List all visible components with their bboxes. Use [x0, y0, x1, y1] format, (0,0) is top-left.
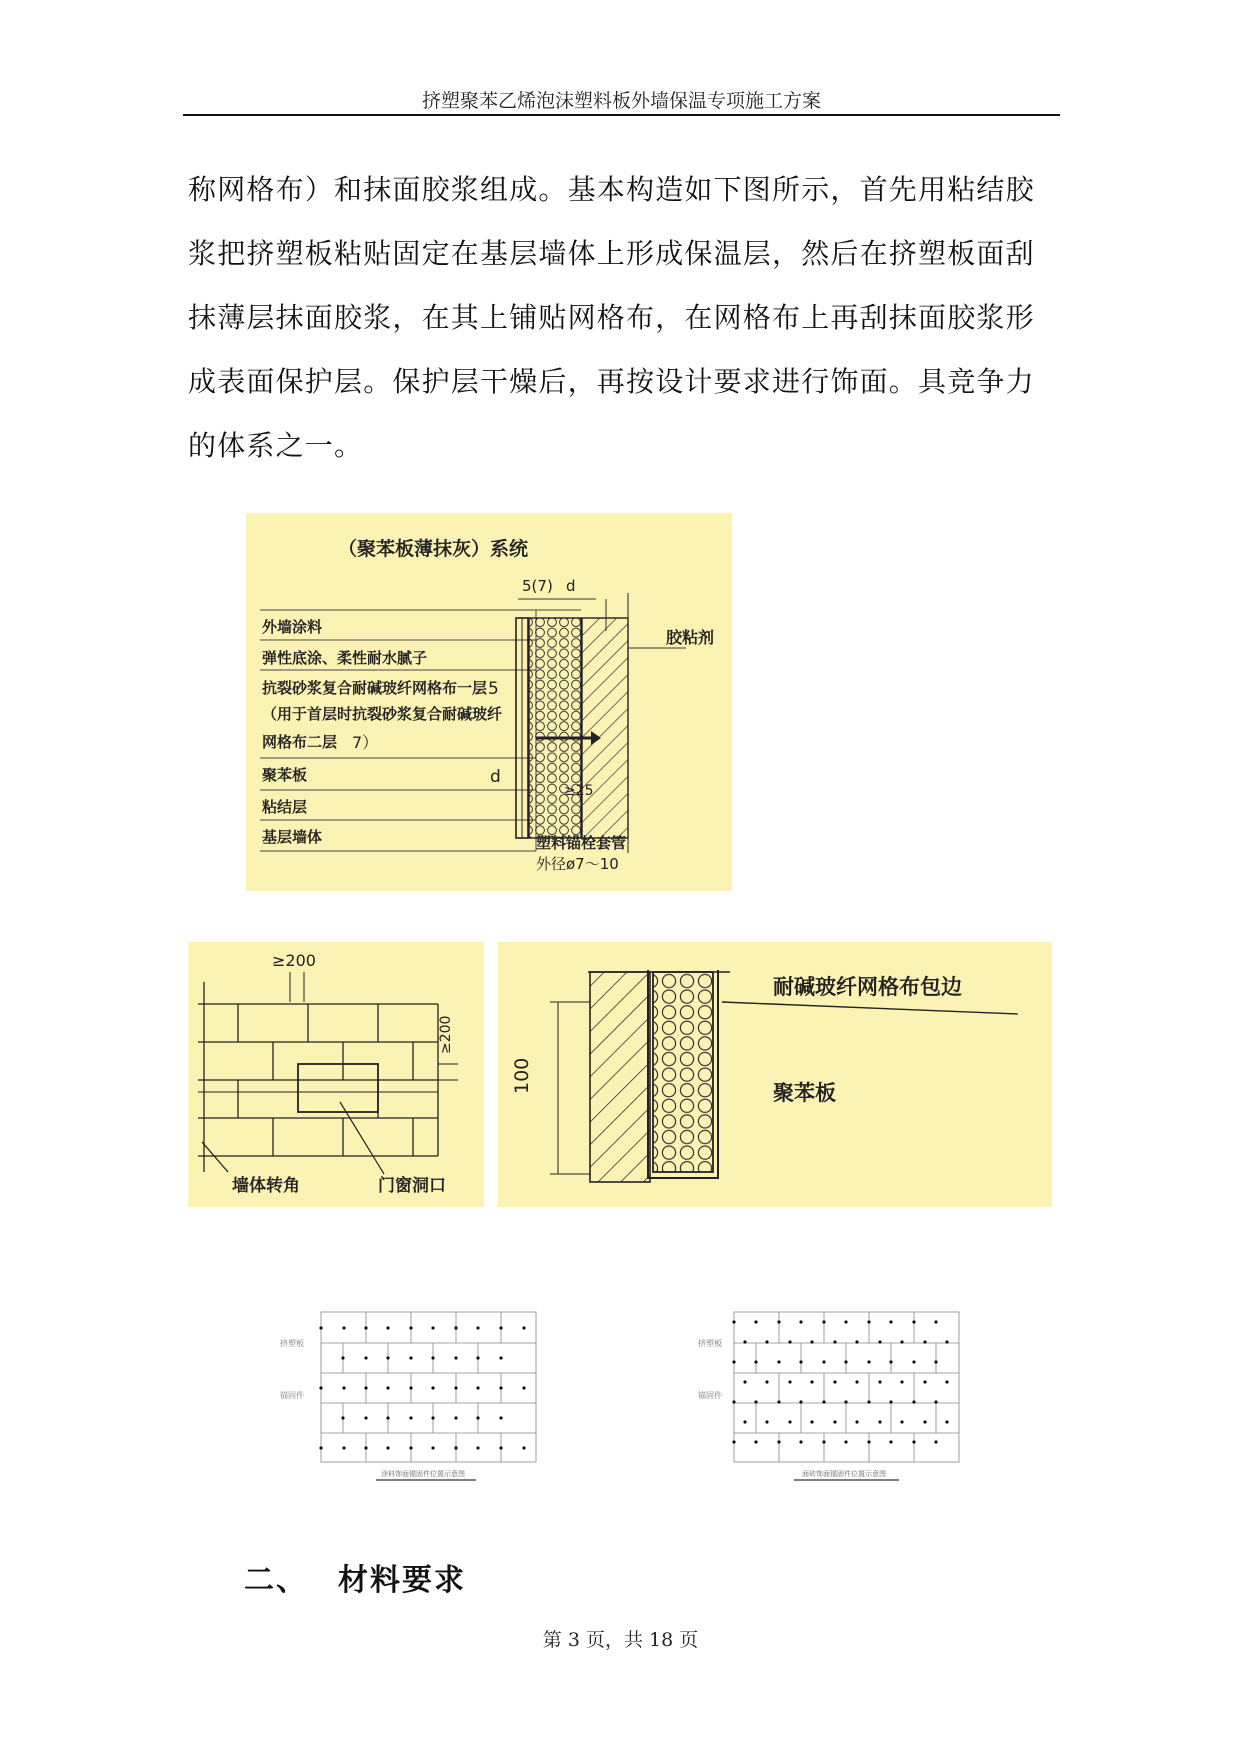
right-side-label-2: 锚固件 [698, 1391, 722, 1400]
right-caption: 面砖饰面锚固件位置示意图 [802, 1470, 886, 1478]
figure-anchor-layout-paint [276, 1300, 546, 1485]
section-title-text: 材料要求 [338, 1563, 466, 1598]
mesh-wrap-label: 耐碱玻纤网格布包边 [773, 975, 962, 999]
body-paragraph: 称网格布）和抹面胶浆组成。基本构造如下图所示，首先用粘结胶浆把挤塑板粘贴固定在基层墙体上形成保温层，然后在挤塑板面刮抹薄层抹面胶浆，在其上铺贴网格布，在网格布上再刮抹面胶浆形成表面保护层。保护层干燥后，再按设计要求进行饰面。具竞争力的体系之一。 [188, 173, 1035, 462]
left-caption: 涂料饰面锚固件位置示意图 [381, 1470, 465, 1478]
dim-200-side: ≥200 [438, 1015, 454, 1054]
layer-label-3: （用于首层时抗裂砂浆复合耐碱玻纤 [262, 705, 503, 723]
figure-board-staggered-layout [188, 942, 484, 1207]
figure1-section-drawing [506, 577, 714, 873]
layer-label-4: 网格布二层 [262, 733, 338, 751]
figure1-title: （聚苯板薄抹灰）系统 [338, 538, 529, 560]
anchor-size-label: 外径ø7～10 [536, 855, 619, 873]
brick-pattern [198, 982, 438, 1172]
layer-label-7: 基层墙体 [262, 828, 323, 846]
wall-corner-label: 墙体转角 [232, 1176, 300, 1196]
figure-thin-plaster-system [246, 513, 732, 891]
board-label: 聚苯板 [773, 1081, 836, 1105]
anchor-label: 塑料锚栓套管 [536, 834, 627, 852]
layer-label-1: 弹性底涂、柔性耐水腻子 [262, 649, 428, 667]
layer-label-5: 聚苯板 [262, 766, 308, 784]
section-number: 二、 [244, 1563, 308, 1598]
layer-value-5: d [490, 767, 501, 787]
layer-value-2: 5 [488, 679, 499, 699]
layer-label-2: 抗裂砂浆复合耐碱玻纤网格布一层 [262, 679, 488, 697]
dim-200-top: ≥200 [272, 951, 316, 970]
header-divider [183, 114, 1060, 116]
right-side-label-1: 挤塑板 [698, 1339, 722, 1348]
opening-label: 门窗洞口 [378, 1176, 446, 1196]
figure1-layer-table [260, 610, 536, 851]
section-heading [244, 1555, 466, 1599]
dim-100-label: 100 [511, 1057, 533, 1094]
dim-d-label: d [566, 577, 576, 595]
layer-value-4: 7） [352, 733, 379, 752]
dim-25-label: ≥25 [564, 783, 594, 799]
dim-top-label: 5(7) [522, 577, 553, 595]
figure-mesh-wrap-edge [498, 942, 1052, 1207]
layer-label-6: 粘结层 [262, 798, 308, 816]
page-header-title: 挤塑聚苯乙烯泡沫塑料板外墙保温专项施工方案 [421, 90, 821, 112]
layer-label-0: 外墙涂料 [262, 618, 323, 636]
page-footer-page-number: 第 3 页，共 18 页 [542, 1629, 699, 1651]
left-side-label-2: 锚固件 [280, 1391, 304, 1400]
left-side-label-1: 挤塑板 [280, 1339, 304, 1348]
adhesive-label: 胶粘剂 [666, 628, 715, 647]
figure-anchor-layout-tile [694, 1300, 969, 1485]
body-paragraph-block [188, 158, 1058, 478]
